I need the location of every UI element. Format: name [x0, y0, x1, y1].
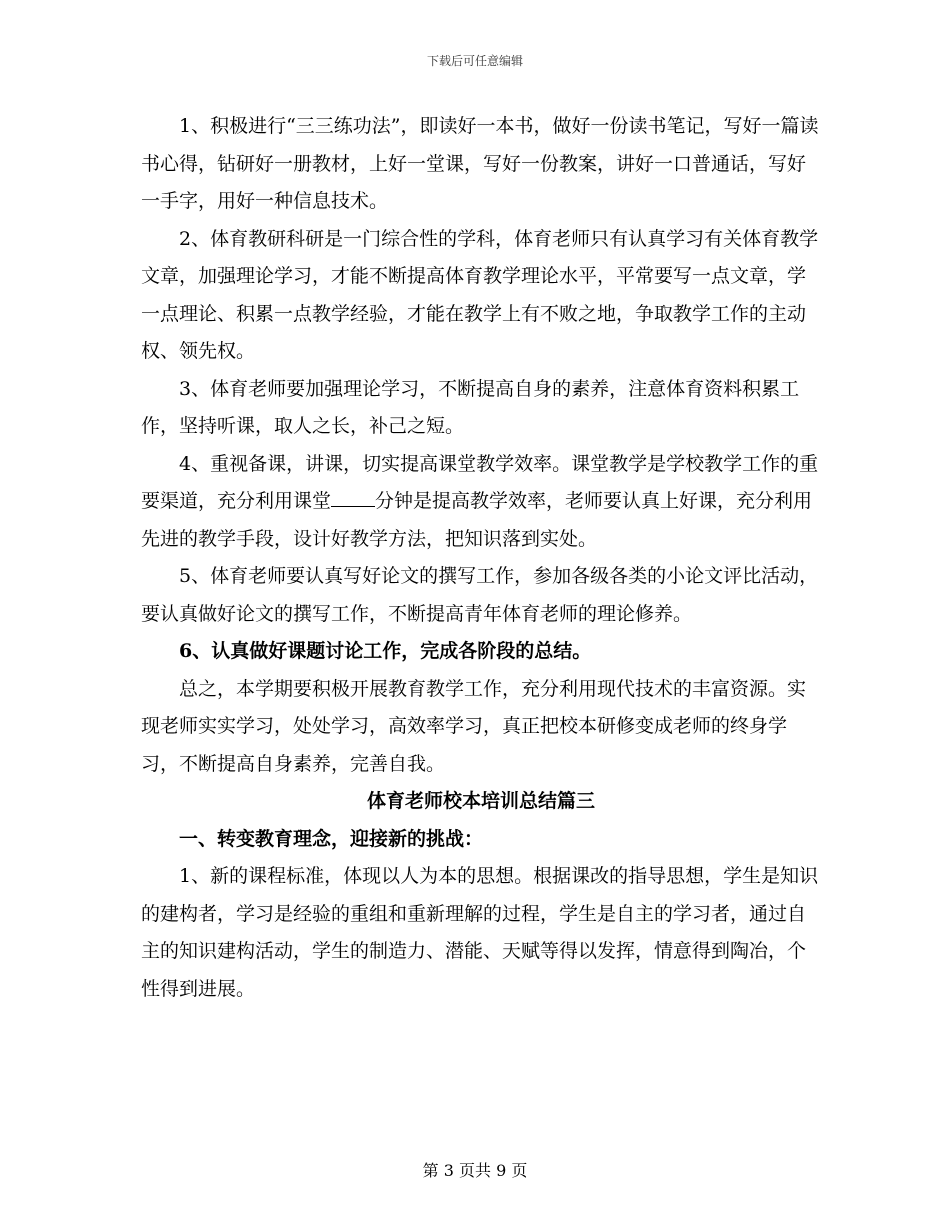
- paragraph-4-part-1: 4、重视备课，讲课，切实提高课堂教学效率。课堂教学是学校教学工作的重要渠道，充分利用课堂: [141, 452, 819, 512]
- fill-in-blank: [331, 488, 375, 507]
- paragraph-6-bold: 6、认真做好课题讨论工作，完成各阶段的总结。: [179, 640, 592, 662]
- page-footer: 第 3 页共 9 页: [422, 1161, 528, 1180]
- paragraph-3: 3、体育老师要加强理论学习，不断提高自身的素养，注意体育资料积累工作，坚持听课，取人之长，补己之短。: [141, 377, 800, 437]
- paragraph-2: 2、体育教研科研是一门综合性的学科，体育老师只有认真学习有关体育教学文章，加强理论学习，才能不断提高体育教学理论水平，平常要写一点文章，学一点理论、积累一点教学经验，才能在教学上有不败之地，争取教学工作的主动权、领先权。: [141, 227, 819, 362]
- paragraph-1: 1、积极进行“三三练功法”，即读好一本书，做好一份读书笔记，写好一篇读书心得，钻研好一册教材，上好一堂课，写好一份教案，讲好一口普通话，写好一手字，用好一种信息技术。: [141, 115, 819, 212]
- page-header: 下载后可任意编辑: [426, 54, 523, 68]
- paragraph-5: 5、体育老师要认真写好论文的撰写工作，参加各级各类的小论文评比活动，要认真做好论文的撰写工作，不断提高青年体育老师的理论修养。: [141, 565, 819, 625]
- section-subtitle: 一、转变教育理念，迎接新的挑战：: [179, 827, 484, 850]
- paragraph-4: [141, 446, 821, 559]
- document-body: [141, 108, 821, 1008]
- paragraph-4-part-2: 分钟是提高教学效率，老师要认真上好课，充分利用先进的教学手段，设计好教学方法，把知识落到实处。: [141, 490, 813, 550]
- paragraph-summary: 总之，本学期要积极开展教育教学工作，充分利用现代技术的丰富资源。实现老师实实学习，处处学习，高效率学习，真正把校本研修变成老师的终身学习，不断提高自身素养，完善自我。: [141, 677, 807, 775]
- section-title: 体育老师校本培训总结篇三: [366, 790, 595, 812]
- section-paragraph-1: 1、新的课程标准，体现以人为本的思想。根据课改的指导思想，学生是知识的建构者，学习是经验的重组和重新理解的过程，学生是自主的学习者，通过自主的知识建构活动，学生的制造力、潜能、天赋等得以发挥，情意得到陶冶，个性得到进展。: [141, 865, 819, 1000]
